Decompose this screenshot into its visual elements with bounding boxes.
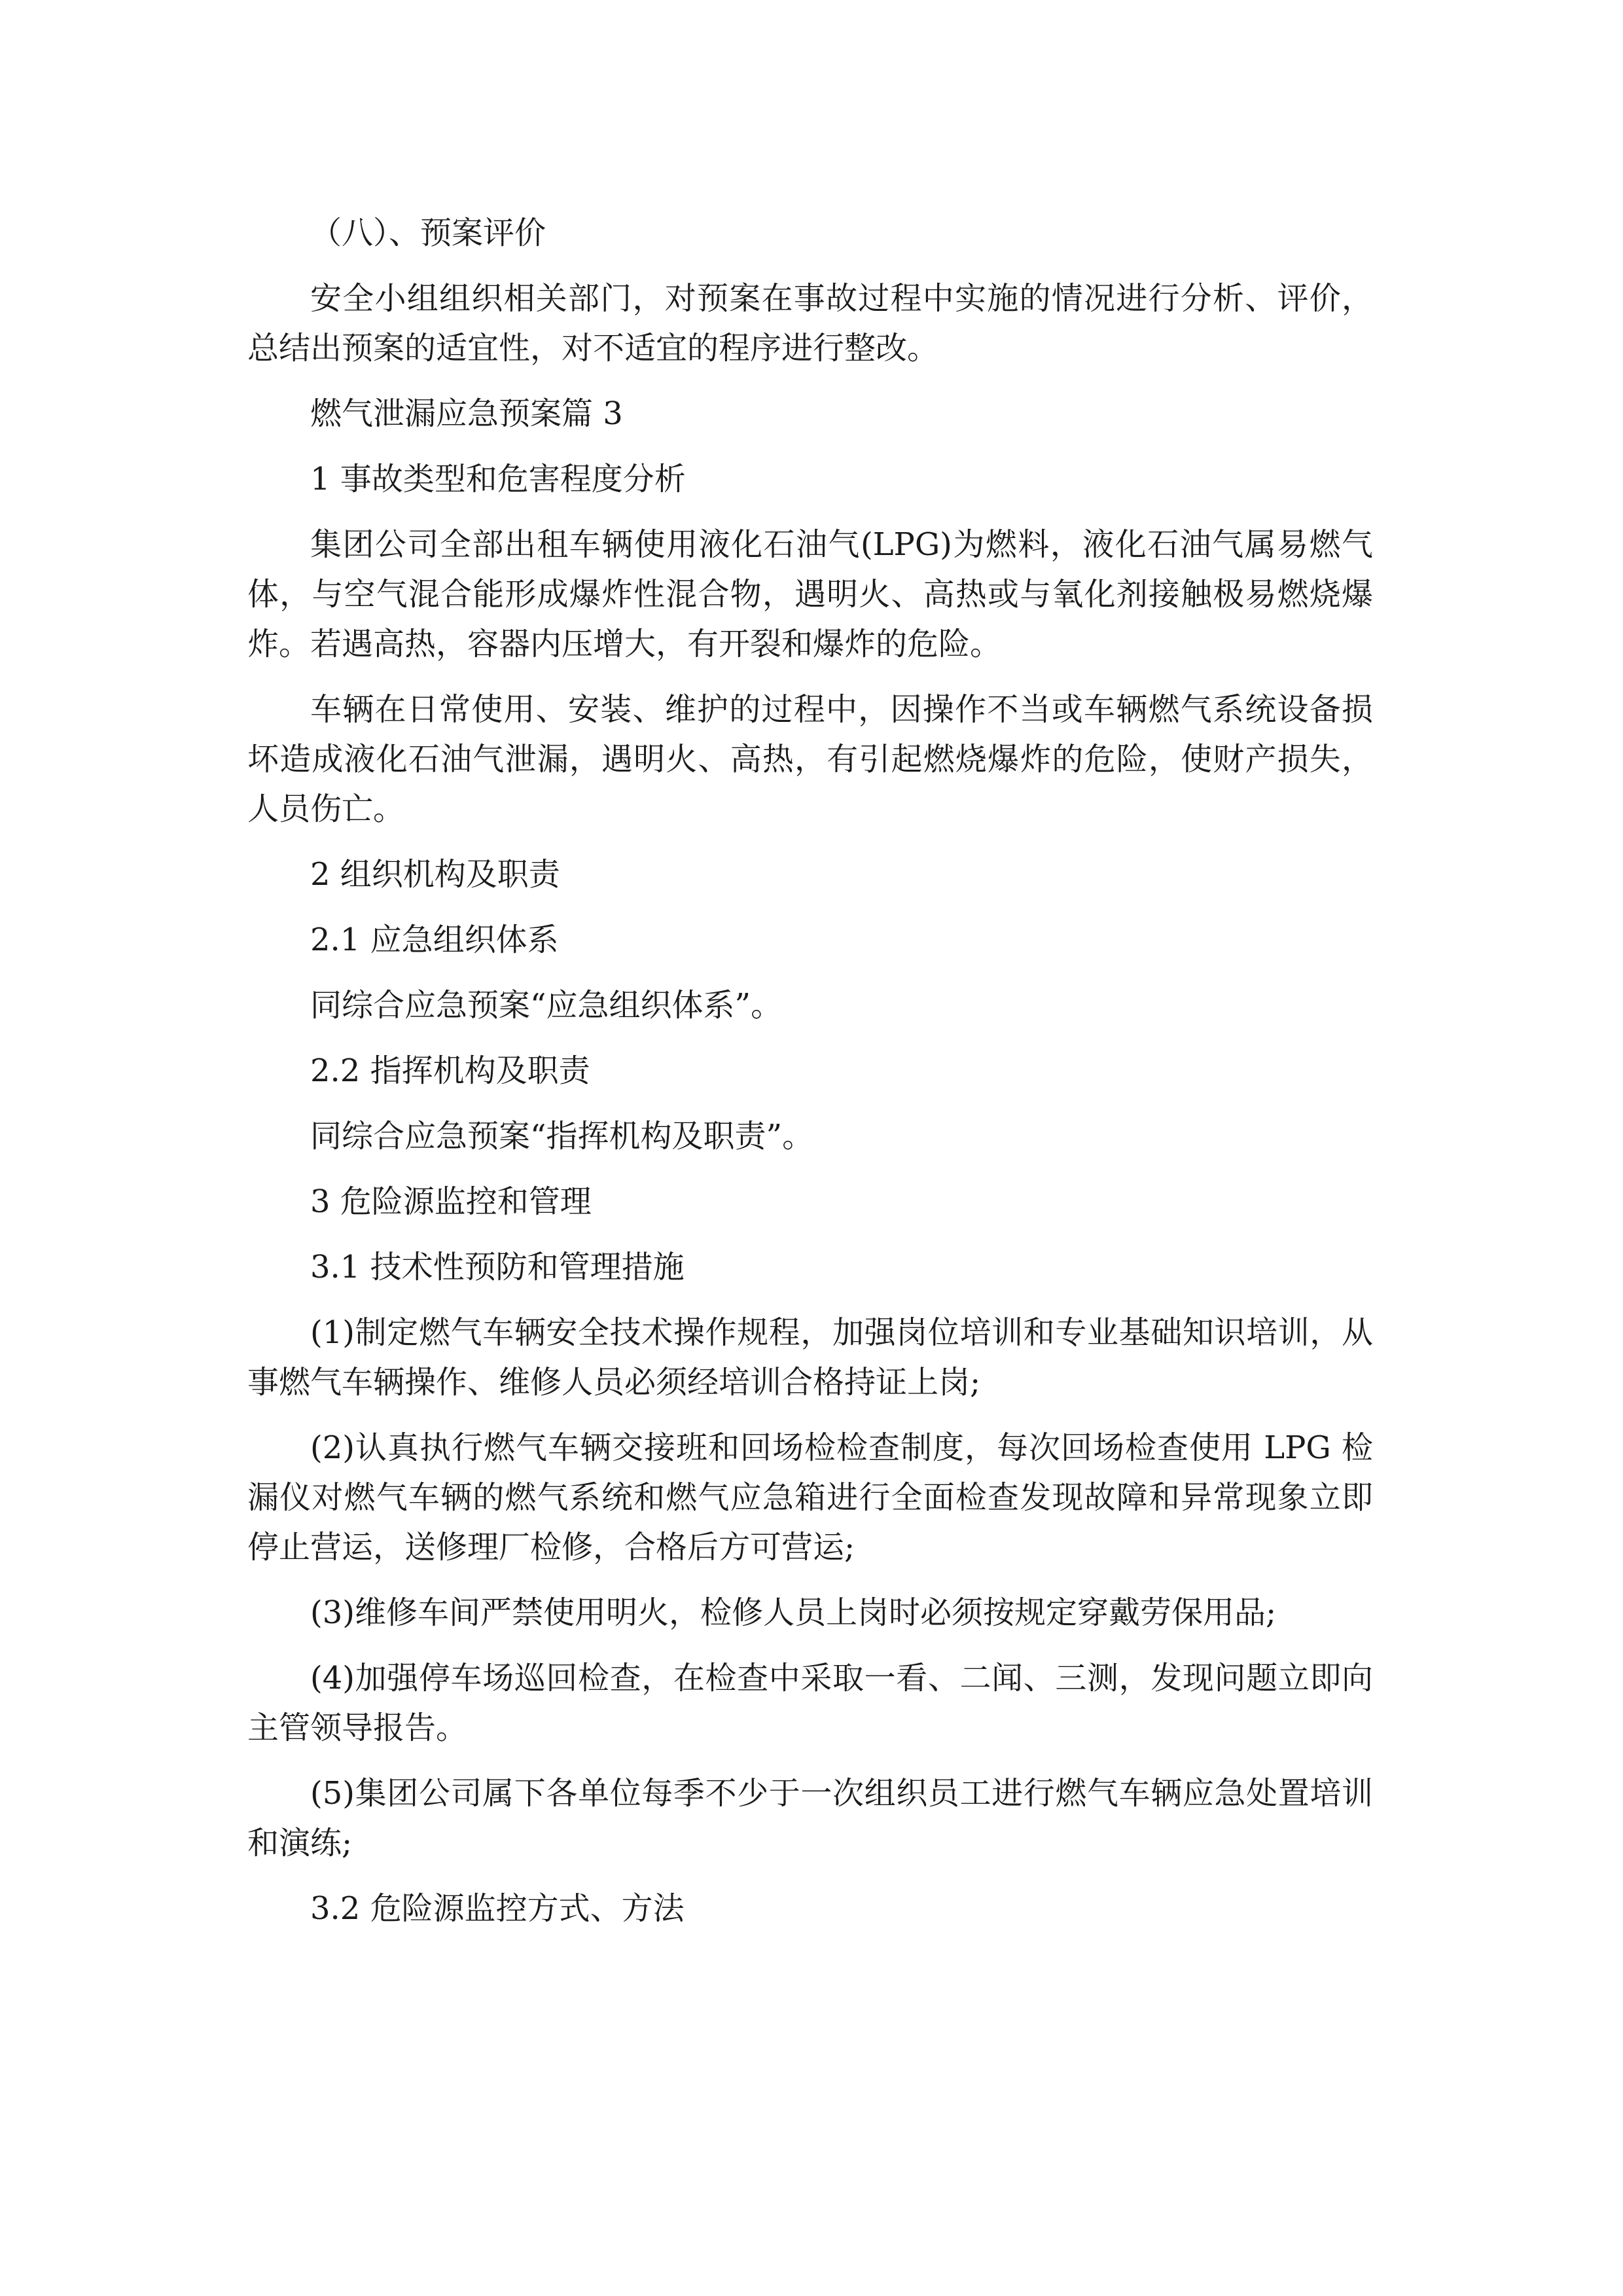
list-item-1: (1)制定燃气车辆安全技术操作规程，加强岗位培训和专业基础知识培训，从事燃气车辆操作、维修人员必须经培训合格持证上岗;: [247, 1314, 1373, 1401]
subsection-heading-2-1: 2.1 应急组织体系: [310, 922, 559, 958]
section-heading-3: 3 危险源监控和管理: [310, 1183, 592, 1220]
subsection-heading-3-2: 3.2 危险源监控方式、方法: [310, 1890, 685, 1927]
subsection-heading-3-1: 3.1 技术性预防和管理措施: [310, 1249, 685, 1285]
list-item-3: (3)维修车间严禁使用明火，检修人员上岗时必须按规定穿戴劳保用品;: [310, 1594, 1277, 1631]
paragraph-lpg-hazard: 集团公司全部出租车辆使用液化石油气(LPG)为燃料，液化石油气属易燃气体，与空气混合能形成爆炸性混合物，遇明火、高热或与氧化剂接触极易燃烧爆炸。若遇高热，容器内压增大，有开裂和爆炸的危险。: [247, 526, 1373, 662]
section-heading-1: 1 事故类型和危害程度分析: [310, 461, 686, 497]
section-heading-2: 2 组织机构及职责: [310, 856, 560, 893]
document-body: [247, 208, 1373, 1949]
article-title: 燃气泄漏应急预案篇 3: [310, 395, 623, 432]
list-item-4: (4)加强停车场巡回检查，在检查中采取一看、二闻、三测，发现问题立即向主管领导报告。: [247, 1660, 1373, 1746]
subsection-heading-2-2: 2.2 指挥机构及职责: [310, 1052, 590, 1089]
list-item-5: (5)集团公司属下各单位每季不少于一次组织员工进行燃气车辆应急处置培训和演练;: [247, 1775, 1373, 1861]
paragraph-leak-cause: 车辆在日常使用、安装、维护的过程中，因操作不当或车辆燃气系统设备损坏造成液化石油气泄漏，遇明火、高热，有引起燃烧爆炸的危险，使财产损失，人员伤亡。: [247, 691, 1373, 827]
list-item-2: (2)认真执行燃气车辆交接班和回场检检查制度，每次回场检查使用 LPG 检漏仪对燃气车辆的燃气系统和燃气应急箱进行全面检查发现故障和异常现象立即停止营运，送修理厂检修，合格后方可营运;: [247, 1429, 1373, 1566]
section-heading-evaluation: （八）、预案评价: [310, 215, 546, 251]
paragraph-2-2: 同综合应急预案“指挥机构及职责”。: [310, 1118, 814, 1155]
paragraph-evaluation: 安全小组组织相关部门，对预案在事故过程中实施的情况进行分析、评价，总结出预案的适宜性，对不适宜的程序进行整改。: [247, 280, 1373, 367]
paragraph-2-1: 同综合应急预案“应急组织体系”。: [310, 987, 783, 1024]
